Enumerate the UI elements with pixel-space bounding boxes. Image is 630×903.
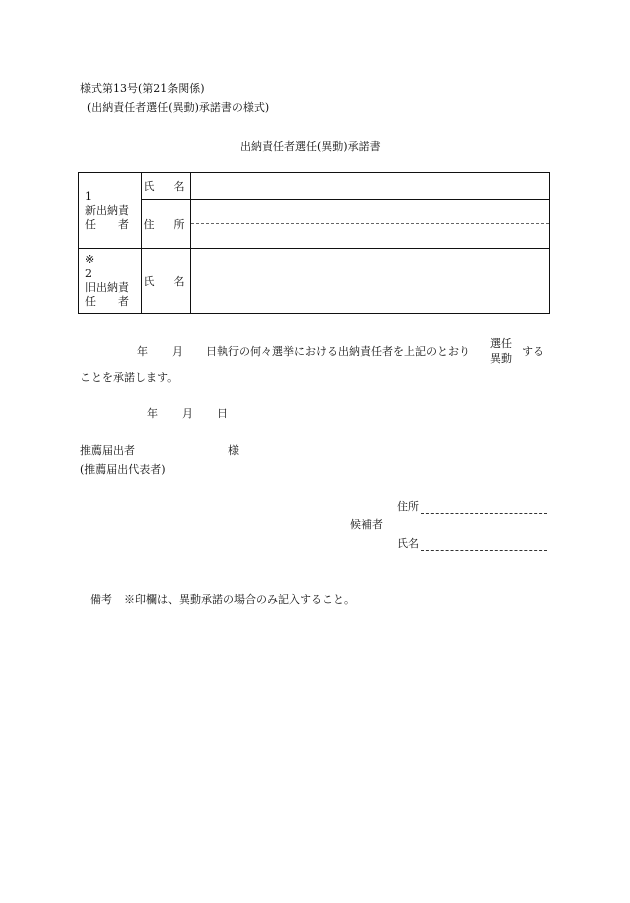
statement-text: 日執行の何々選挙における出納責任者を上記のとおり: [206, 345, 470, 358]
note-text: ※印欄は、異動承諾の場合のみ記入すること。: [124, 593, 355, 606]
new-address-field[interactable]: [191, 200, 550, 249]
statement-suffix: する: [522, 345, 544, 358]
section-label: 任 者: [85, 295, 129, 308]
date-year: 年: [147, 407, 158, 420]
old-name-label: 氏 名: [142, 249, 191, 314]
statement-line-2: ことを承諾します。: [80, 371, 179, 384]
candidate-address-line[interactable]: [421, 512, 547, 514]
option-appoint: 選任: [490, 337, 512, 350]
date-day: 日: [217, 407, 228, 420]
document-title: 出納責任者選任(異動)承諾書: [240, 140, 381, 153]
section-label: 旧出納責: [85, 281, 129, 294]
new-treasurer-section: [79, 173, 142, 249]
note-label: 備考: [90, 593, 112, 606]
recipient-honorific: 様: [228, 444, 239, 457]
recipient-label: 推薦届出者: [80, 444, 135, 457]
section-mark: ※: [85, 253, 95, 266]
candidate-address: [397, 498, 547, 514]
section-label: 任 者: [85, 217, 129, 231]
option-change: 異動: [490, 352, 512, 365]
choice-options: [490, 336, 512, 366]
address-label: 住 所: [142, 200, 191, 249]
statement-year: 年: [137, 345, 148, 358]
recipient-representative: (推薦届出代表者): [80, 463, 166, 476]
old-treasurer-section: [79, 249, 142, 314]
treasurer-table: [78, 172, 550, 314]
candidate-address-label: 住所: [397, 500, 419, 513]
statement-month: 月: [172, 345, 183, 358]
old-name-field[interactable]: [191, 249, 550, 314]
section-number: 2: [85, 267, 92, 280]
section-label: 新出納責: [85, 203, 129, 217]
candidate-name: [397, 535, 547, 551]
candidate-name-line[interactable]: [421, 549, 547, 551]
new-name-field[interactable]: [191, 173, 550, 200]
address-divider: [191, 223, 549, 224]
name-label: 氏 名: [142, 173, 191, 200]
form-number: 様式第13号(第21条関係): [80, 82, 205, 95]
date-month: 月: [182, 407, 193, 420]
candidate-label: 候補者: [350, 518, 383, 531]
form-subtitle: (出納責任者選任(異動)承諾書の様式): [87, 101, 270, 114]
section-number: 1: [85, 189, 92, 203]
candidate-name-label: 氏名: [397, 537, 419, 550]
